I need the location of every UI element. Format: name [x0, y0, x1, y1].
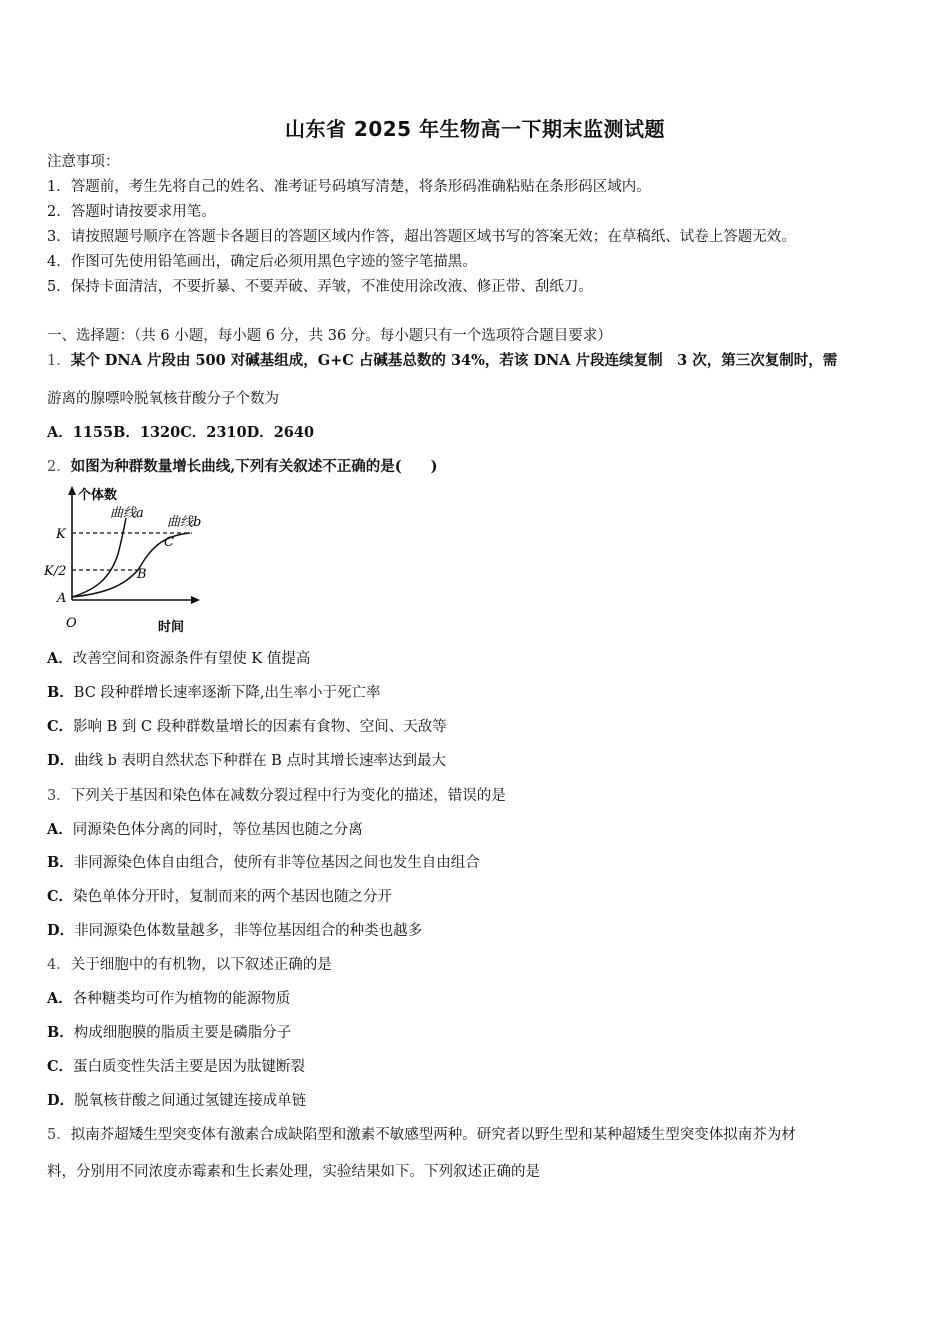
question-stem: 如图为种群数量增长曲线,下列有关叙述不正确的是( ): [70, 458, 438, 475]
option-text: 改善空间和资源条件有望使 K 值提高: [72, 651, 311, 667]
y-axis-arrow: [68, 486, 76, 495]
question-1: [47, 351, 837, 371]
question-stem: 下列关于基因和染色体在减数分裂过程中行为变化的描述，错误的是: [70, 788, 506, 804]
option-d: [47, 751, 446, 771]
origin-label: O: [66, 616, 77, 631]
option-letter: A．: [47, 821, 73, 838]
option-d: [47, 1091, 306, 1111]
question-number: 4．: [47, 957, 71, 973]
question-3: [47, 786, 506, 806]
option-text: 蛋白质变性失活主要是因为肽键断裂: [73, 1059, 306, 1075]
point-b-label: B: [137, 567, 147, 582]
notice-item: 5．保持卡面清洁，不要折暴、不要弄破、弄皱，不准使用涂改液、修正带、刮纸刀。: [47, 279, 593, 295]
option-a: [47, 649, 310, 669]
x-axis-arrow: [191, 596, 200, 604]
option-letter: B．: [47, 1024, 74, 1041]
notice-item: 3．请按照题号顺序在答题卡各题目的答题区域内作答，超出答题区域书写的答案无效；在草稿纸、试卷上答题无效。: [47, 229, 796, 245]
k2-label: K/2: [44, 564, 67, 579]
point-c-label: C: [164, 535, 174, 550]
option-text: 影响 B 到 C 段种群数量增长的因素有食物、空间、天敌等: [73, 719, 447, 735]
notice-item: 2．答题时请按要求用笔。: [47, 204, 216, 220]
curve-b-label: 曲线b: [167, 515, 202, 530]
x-axis-label: 时间: [158, 620, 185, 635]
question-4: [47, 955, 332, 975]
question-number: 2．: [47, 459, 71, 475]
option-letter: C．: [47, 718, 74, 735]
question-5-continued: 料，分别用不同浓度赤霉素和生长素处理，实验结果如下。下列叙述正确的是: [47, 1164, 540, 1180]
question-number: 5．: [47, 1127, 71, 1143]
notice-item: 4．作图可先使用铅笔画出，确定后必须用黑色字迹的签字笔描黑。: [47, 254, 477, 270]
notice-heading: 注意事项：: [47, 154, 120, 170]
point-a-label: A: [57, 591, 67, 606]
option-text: 曲线 b 表明自然状态下种群在 B 点时其增长速率达到最大: [74, 753, 446, 769]
option-letter: A．: [47, 650, 73, 667]
option-letter: D．: [47, 1092, 75, 1109]
option-text: 非同源染色体数量越多，非等位基因组合的种类也越多: [74, 923, 423, 939]
option-text: 同源染色体分离的同时，等位基因也随之分离: [72, 822, 363, 838]
option-letter: C．: [47, 888, 74, 905]
question-stem: 关于细胞中的有机物，以下叙述正确的是: [70, 957, 332, 973]
notice-item: 1．答题前，考生先将自己的姓名、准考证号码填写清楚，将条形码准确粘贴在条形码区域内。: [47, 179, 651, 195]
question-number: 3．: [47, 788, 71, 804]
option-letter: D．: [47, 922, 75, 939]
option-c: [47, 1057, 305, 1077]
option-b: [47, 1023, 291, 1043]
question-1-continued: 游离的腺嘌呤脱氧核苷酸分子个数为: [47, 391, 279, 407]
option-text: BC 段种群增长速率逐渐下降,出生率小于死亡率: [73, 685, 381, 701]
option-c: [47, 887, 392, 907]
section-heading: 一、选择题：（共 6 小题，每小题 6 分，共 36 分。每小题只有一个选项符合题目要求）: [47, 328, 612, 344]
option-letter: B．: [47, 854, 74, 871]
question-number: 1．: [47, 353, 71, 369]
y-axis-label: 个体数: [78, 488, 118, 503]
option-text: 各种糖类均可作为植物的能源物质: [72, 991, 291, 1007]
option-text: 染色单体分开时，复制而来的两个基因也随之分开: [73, 889, 393, 905]
k-label: K: [56, 527, 66, 542]
option-b: [47, 683, 381, 703]
option-c: [47, 717, 447, 737]
option-letter: B．: [47, 684, 74, 701]
curve-a-label: 曲线a: [110, 506, 144, 521]
option-a: [47, 820, 363, 840]
question-stem: 某个 DNA 片段由 500 对碱基组成，G+C 占碱基总数的 34%，若该 DNA 片段连续复制 3 次，第三次复制时，需: [70, 352, 838, 369]
question-stem: 拟南芥超矮生型突变体有激素合成缺陷型和激素不敏感型两种。研究者以野生型和某种超矮生型突变体拟南芥为材: [70, 1127, 796, 1143]
option-letter: D．: [47, 752, 75, 769]
question-2: [47, 457, 438, 477]
option-b: [47, 853, 480, 873]
question-5: [47, 1125, 796, 1145]
option-d: [47, 921, 422, 941]
option-a: [47, 989, 290, 1009]
option-letter: C．: [47, 1058, 74, 1075]
option-text: 非同源染色体自由组合，使所有非等位基因之间也发生自由组合: [73, 855, 480, 871]
option-text: 脱氧核苷酸之间通过氢键连接成单链: [74, 1093, 307, 1109]
option-letter: A．: [47, 990, 73, 1007]
option-text: 构成细胞膜的脂质主要是磷脂分子: [73, 1025, 292, 1041]
population-growth-graph: [40, 484, 220, 636]
page-title: 山东省 2025 年生物高一下期末监测试题: [284, 117, 666, 141]
question-1-options: A．1155B．1320C．2310D．2640: [47, 424, 315, 441]
